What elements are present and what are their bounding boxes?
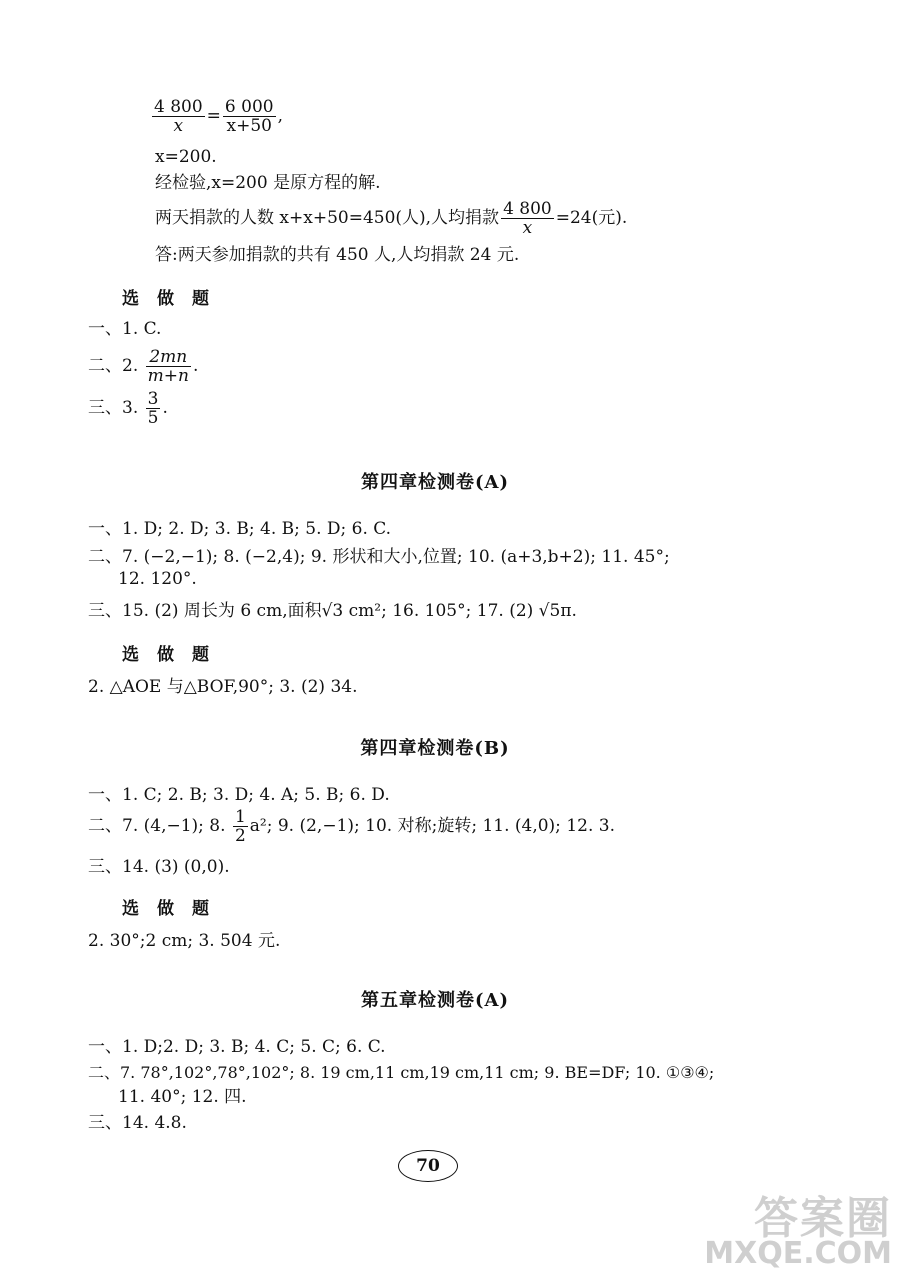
- equation-fraction: $\frac{4 800}{x}$ = $\frac{6 000}{x+50}$ ,: [154, 97, 283, 136]
- answer-line: 一、1. D;2. D; 3. B; 4. C; 5. C; 6. C.: [88, 1037, 386, 1057]
- answer-line: 二、7. (−2,−1); 8. (−2,4); 9. 形状和大小,位置; 10. (a+3,b+2); 11. 45°;: [88, 547, 670, 567]
- answer-line: 2. 30°;2 cm; 3. 504 元.: [88, 931, 281, 951]
- section-subheading: 选做题: [122, 289, 227, 309]
- watermark-logo: 答案圈: [754, 1193, 892, 1244]
- page-number: 70: [398, 1150, 458, 1182]
- fraction: $\frac{4 800}{x}$: [154, 97, 203, 136]
- donation-line: 两天捐款的人数 x+x+50=450(人),人均捐款 $\frac{4 800}{x}$ =24(元).: [155, 199, 628, 238]
- answer-line: 一、1. D; 2. D; 3. B; 4. B; 5. D; 6. C.: [88, 519, 392, 539]
- answer-line: 二、7. 78°,102°,78°,102°; 8. 19 cm,11 cm,19 cm,11 cm; 9. BE=DF; 10. ①③④;: [88, 1063, 715, 1082]
- solution-line: x=200.: [155, 147, 217, 167]
- fraction: $\frac{2mn}{m+n}$: [147, 347, 189, 386]
- fraction: $\frac{6 000}{x+50}$: [224, 97, 274, 136]
- section-subheading: 选做题: [122, 899, 227, 919]
- fraction: $\frac{1}{2}$: [234, 807, 246, 846]
- answer-line: 三、14. (3) (0,0).: [88, 857, 230, 877]
- answer-line: 答:两天参加捐款的共有 450 人,人均捐款 24 元.: [155, 245, 520, 265]
- section-heading: 第四章检测卷(A): [361, 472, 509, 493]
- fraction: $\frac{4 800}{x}$: [503, 199, 552, 238]
- answer-line: 二、2. $\frac{2mn}{m+n}$ .: [88, 347, 199, 386]
- watermark-url: MXQE.COM: [704, 1236, 892, 1271]
- answer-line: 一、1. C.: [88, 319, 162, 339]
- answer-line: 2. △AOE 与△BOF,90°; 3. (2) 34.: [88, 677, 358, 697]
- answer-line: 三、15. (2) 周长为 6 cm,面积√3 cm²; 16. 105°; 17. (2) √5π.: [88, 601, 577, 621]
- answer-line: 三、3. $\frac{3}{5}$ .: [88, 389, 168, 428]
- answer-line: 一、1. C; 2. B; 3. D; 4. A; 5. B; 6. D.: [88, 785, 390, 805]
- check-line: 经检验,x=200 是原方程的解.: [155, 173, 381, 193]
- answer-line-continued: 11. 40°; 12. 四.: [118, 1087, 247, 1107]
- answer-line-continued: 12. 120°.: [118, 569, 197, 589]
- fraction: $\frac{3}{5}$: [147, 389, 159, 428]
- answer-line: 二、7. (4,−1); 8. $\frac{1}{2}$ a²; 9. (2,−1); 10. 对称;旋转; 11. (4,0); 12. 3.: [88, 807, 615, 846]
- section-subheading: 选做题: [122, 645, 227, 665]
- answer-line: 三、14. 4.8.: [88, 1113, 187, 1133]
- section-heading: 第四章检测卷(B): [360, 738, 510, 759]
- section-heading: 第五章检测卷(A): [361, 990, 509, 1011]
